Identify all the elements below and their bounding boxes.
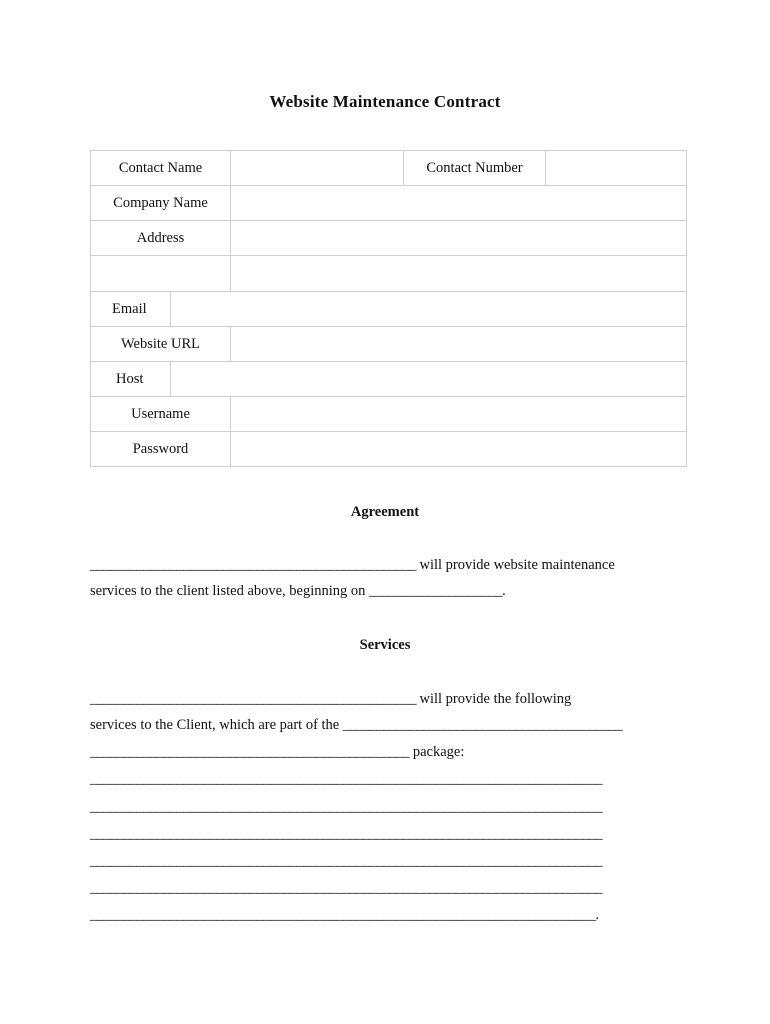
services-blank-line[interactable]: _____________________________________________________________________________ (90, 853, 603, 869)
password-label: Password (90, 431, 231, 467)
email-row (90, 291, 687, 327)
services-line-1-text: will provide the following (415, 691, 572, 707)
host-row (90, 361, 687, 397)
agreement-period: . (502, 583, 506, 599)
website-url-row (90, 326, 687, 362)
contact-row (90, 150, 687, 186)
contact-number-label: Contact Number (403, 150, 546, 186)
host-label: Host (90, 361, 171, 397)
username-label: Username (90, 396, 231, 432)
website-url-field[interactable] (230, 326, 687, 362)
services-blank-line[interactable]: _____________________________________________________________________________ (90, 799, 603, 815)
services-line-2 (90, 717, 622, 734)
services-line-3 (90, 744, 464, 761)
address-line2-field[interactable] (230, 255, 687, 292)
contact-number-field[interactable] (545, 150, 687, 186)
start-date-blank[interactable]: ____________________ (369, 583, 503, 599)
username-field[interactable] (230, 396, 687, 432)
services-blank-line[interactable]: _____________________________________________________________________________ (90, 880, 603, 896)
services-blank-line[interactable]: _____________________________________________________________________________ (90, 771, 603, 787)
services-heading: Services (359, 637, 411, 653)
agreement-line-2-text: services to the client listed above, beginning on (90, 583, 370, 599)
email-label: Email (90, 291, 171, 327)
package-name-continued-blank[interactable]: ________________________________________________ (90, 744, 410, 760)
package-name-blank[interactable]: __________________________________________ (342, 717, 623, 733)
services-blank-line[interactable]: ____________________________________________________________________________. (90, 907, 599, 923)
email-field[interactable] (170, 291, 687, 327)
contact-name-label: Contact Name (90, 150, 231, 186)
provider-name-blank[interactable]: _________________________________________________ (90, 557, 416, 573)
agreement-line-2 (90, 583, 506, 600)
address-label: Address (90, 220, 231, 256)
address-field[interactable] (230, 220, 687, 256)
company-name-label: Company Name (90, 185, 231, 221)
website-url-label: Website URL (90, 326, 231, 362)
services-provider-blank[interactable]: _________________________________________________ (90, 691, 416, 707)
services-line-1 (90, 691, 571, 708)
agreement-heading: Agreement (350, 504, 420, 520)
contact-name-field[interactable] (230, 150, 404, 186)
agreement-line-1 (90, 557, 615, 574)
address-row (90, 220, 687, 256)
password-field[interactable] (230, 431, 687, 467)
services-line-3-text: package: (409, 744, 465, 760)
document-title: Website Maintenance Contract (269, 92, 501, 111)
services-blank-line[interactable]: _____________________________________________________________________________ (90, 826, 603, 842)
agreement-line-1-text: will provide website maintenance (415, 557, 615, 573)
company-row (90, 185, 687, 221)
services-line-2-text: services to the Client, which are part of the (90, 717, 343, 733)
username-row (90, 396, 687, 432)
address-line2-label-cell (90, 255, 231, 292)
host-field[interactable] (170, 361, 687, 397)
password-row (90, 431, 687, 467)
address-line2-row (90, 255, 687, 292)
company-name-field[interactable] (230, 185, 687, 221)
